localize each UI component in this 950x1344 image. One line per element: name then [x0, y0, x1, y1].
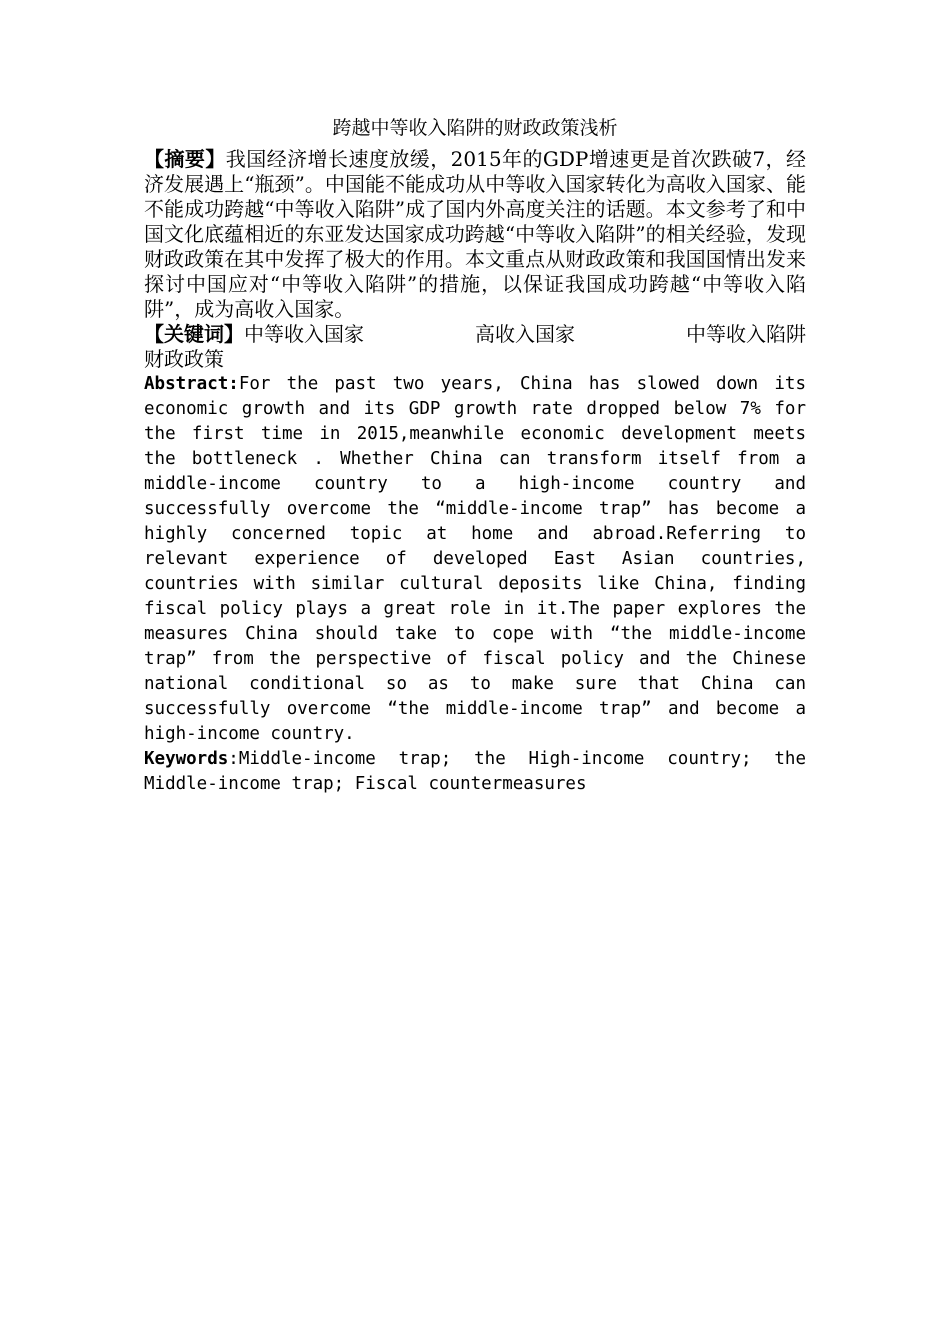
keywords-cn-label: 【关键词】 — [144, 322, 244, 346]
keywords-en — [144, 747, 806, 797]
keyword-cn-item: 中等收入陷阱 — [686, 322, 806, 346]
keyword-cn-item: 高收入国家 — [475, 322, 575, 346]
abstract-cn — [144, 147, 806, 322]
keyword-cn-item: 中等收入国家 — [244, 322, 364, 346]
abstract-en — [144, 372, 806, 747]
keywords-en-label: Keywords — [144, 749, 229, 769]
abstract-en-label: Abstract: — [144, 374, 239, 394]
keywords-cn — [144, 322, 806, 372]
abstract-cn-text: 我国经济增长速度放缓，2015年的GDP增速更是首次跌破7，经济发展遇上“瓶颈”。中国能不能成功从中等收入国家转化为高收入国家、能不能成功跨越“中等收入陷阱”成了国内外高度关注的话题。本文参考了和中国文化底蕴相近的东亚发达国家成功跨越“中等收入陷阱”的相关经验，发现财政政策在其中发挥了极大的作用。本文重点从财政政策和我国国情出发来探讨中国应对“中等收入陷阱”的措施，以保证我国成功跨越“中等收入陷阱”，成为高收入国家。 — [144, 147, 806, 321]
abstract-en-text: For the past two years, China has slowed down its economic growth and its GDP growth rate dropped below 7% for the first time in 2015,meanwhile economic development meets the bottleneck . Whether China can transform itself from a middle-income country to a high-income country and successfully overcome the “middle-income trap” has become a highly concerned topic at home and abroad.Referring to relevant experience of developed East Asian countries, countries with similar cultural deposits like China, finding fiscal policy plays a great role in it.The paper explores the measures China should take to cope with “the middle-income trap” from the perspective of fiscal policy and the Chinese national conditional so as to make sure that China can successfully overcome “the middle-income trap” and become a high-income country. — [144, 374, 806, 744]
keywords-en-text: :Middle-income trap; the High-income country; the Middle-income trap; Fiscal countermeasures — [144, 749, 806, 794]
keywords-cn-row — [144, 322, 806, 347]
abstract-cn-label: 【摘要】 — [144, 147, 226, 171]
keyword-cn-item: 财政政策 — [144, 347, 224, 371]
document-title: 跨越中等收入陷阱的财政政策浅析 — [332, 117, 618, 139]
document-page — [144, 113, 806, 797]
